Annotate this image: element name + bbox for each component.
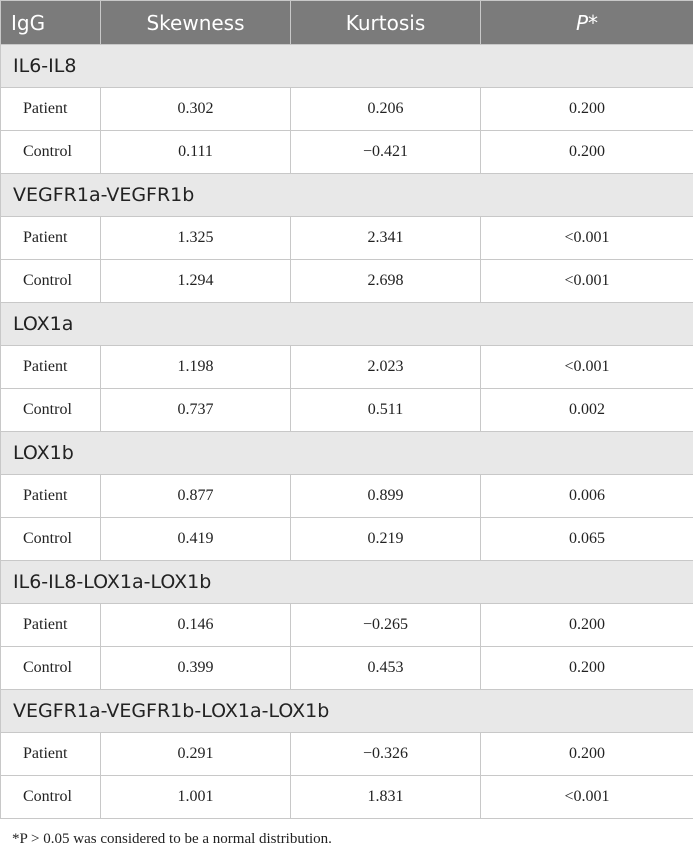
skewness-cell: 0.146 [101,604,291,647]
row-label: Control [1,647,101,690]
p-cell: 0.006 [481,475,693,518]
header-skewness: Skewness [101,1,291,45]
p-cell: <0.001 [481,260,693,303]
skewness-cell: 0.302 [101,88,291,131]
group-title: LOX1a [1,303,693,346]
p-cell: 0.002 [481,389,693,432]
table-row [1,389,693,432]
p-cell: 0.065 [481,518,693,561]
kurtosis-cell: 0.899 [291,475,481,518]
p-cell: 0.200 [481,131,693,174]
row-label: Control [1,389,101,432]
table-row [1,776,693,819]
group-title: VEGFR1a-VEGFR1b [1,174,693,217]
row-label: Patient [1,346,101,389]
table-body [1,45,693,819]
skewness-cell: 0.737 [101,389,291,432]
row-label: Control [1,776,101,819]
kurtosis-cell: 0.206 [291,88,481,131]
header-igg: IgG [1,1,101,45]
p-cell: 0.200 [481,604,693,647]
group-row [1,432,693,475]
kurtosis-cell: 1.831 [291,776,481,819]
skewness-cell: 1.294 [101,260,291,303]
header-row [1,1,693,45]
kurtosis-cell: −0.265 [291,604,481,647]
header-kurtosis: Kurtosis [291,1,481,45]
row-label: Control [1,131,101,174]
skewness-cell: 0.419 [101,518,291,561]
p-cell: 0.200 [481,88,693,131]
table-row [1,733,693,776]
table-row [1,475,693,518]
group-row [1,690,693,733]
p-cell: <0.001 [481,346,693,389]
table-row [1,88,693,131]
row-label: Patient [1,733,101,776]
skewness-cell: 0.399 [101,647,291,690]
kurtosis-cell: 0.453 [291,647,481,690]
group-title: LOX1b [1,432,693,475]
row-label: Patient [1,217,101,260]
row-label: Control [1,518,101,561]
group-row [1,561,693,604]
row-label: Patient [1,604,101,647]
kurtosis-cell: 2.341 [291,217,481,260]
kurtosis-cell: 0.219 [291,518,481,561]
group-row [1,174,693,217]
row-label: Control [1,260,101,303]
skewness-cell: 1.001 [101,776,291,819]
skewness-cell: 0.877 [101,475,291,518]
row-label: Patient [1,88,101,131]
p-cell: 0.200 [481,647,693,690]
table-row [1,217,693,260]
table-row [1,647,693,690]
skewness-cell: 0.291 [101,733,291,776]
group-title: VEGFR1a-VEGFR1b-LOX1a-LOX1b [1,690,693,733]
group-title: IL6-IL8 [1,45,693,88]
group-row [1,303,693,346]
table-row [1,260,693,303]
table-row [1,518,693,561]
skewness-cell: 1.325 [101,217,291,260]
kurtosis-cell: 2.698 [291,260,481,303]
skewness-cell: 1.198 [101,346,291,389]
header-p: P* [481,1,693,45]
p-cell: 0.200 [481,733,693,776]
table-row [1,604,693,647]
p-cell: <0.001 [481,217,693,260]
kurtosis-cell: 2.023 [291,346,481,389]
p-cell: <0.001 [481,776,693,819]
skewness-cell: 0.111 [101,131,291,174]
group-row [1,45,693,88]
table-footnote: *P > 0.05 was considered to be a normal distribution. [12,831,332,847]
kurtosis-cell: −0.421 [291,131,481,174]
kurtosis-cell: 0.511 [291,389,481,432]
table-row [1,131,693,174]
row-label: Patient [1,475,101,518]
kurtosis-cell: −0.326 [291,733,481,776]
table-row [1,346,693,389]
group-title: IL6-IL8-LOX1a-LOX1b [1,561,693,604]
